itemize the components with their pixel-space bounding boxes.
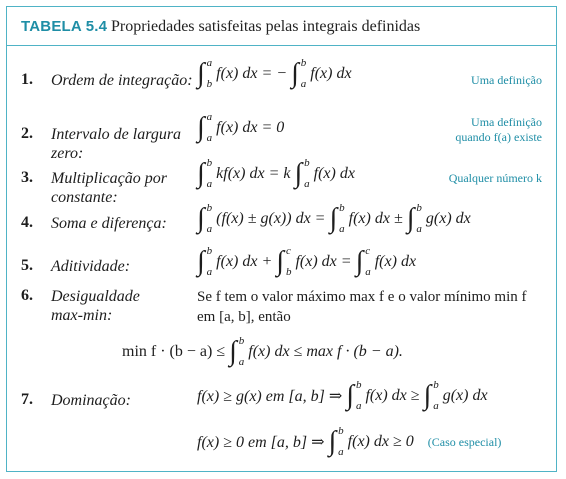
formula	[197, 111, 284, 145]
row-note: Uma definição quando f(a) existe	[455, 115, 542, 144]
row-number: 2.	[21, 125, 33, 142]
table-title: Propriedades satisfeitas pelas integrais definidas	[111, 18, 421, 35]
integral-sign: ∫	[197, 58, 205, 89]
limits: a a	[206, 111, 213, 144]
formula-mid: f(x) dx =	[295, 253, 352, 270]
limits: b a	[238, 335, 245, 368]
row-note: Uma definição	[471, 73, 542, 87]
formula-rhs: f(x) dx	[374, 253, 417, 270]
formula-rhs: g(x) dx	[425, 210, 471, 227]
formula	[197, 379, 488, 413]
description-line-1: Se f tem o valor máximo max f e o valor mínimo min f	[197, 289, 527, 305]
formula-lhs: min f · (b − a) ≤	[122, 343, 226, 360]
table-card	[6, 6, 557, 472]
formula	[197, 245, 416, 279]
row-number: 1.	[21, 71, 33, 88]
limits: b a	[416, 202, 422, 235]
property-name: Ordem de integração:	[51, 72, 193, 89]
table-label: TABELA 5.4	[21, 18, 108, 35]
formula-rhs: f(x) dx	[310, 65, 352, 82]
integral-sign: ∫	[329, 203, 338, 234]
formula-mid: f(x) dx ±	[348, 210, 403, 227]
formula-rhs: f(x) dx ≤ max f · (b − a).	[248, 343, 403, 360]
integral-sign: ∫	[276, 246, 284, 277]
row-number: 4.	[21, 214, 33, 231]
limits: b a	[355, 379, 362, 412]
limits: b a	[206, 245, 213, 278]
integral-sign: ∫	[197, 246, 205, 277]
integral-sign: ∫	[197, 203, 205, 234]
condition: f(x) ≥ 0 em [a, b] ⇒	[197, 434, 325, 451]
formula-rhs: g(x) dx	[442, 387, 488, 404]
limits: c b	[285, 245, 292, 278]
limits: a b	[206, 57, 213, 90]
row-number: 7.	[21, 391, 33, 408]
formula	[197, 202, 471, 236]
formula-rhs: f(x) dx	[313, 165, 355, 182]
property-name: Soma e diferença:	[51, 215, 167, 232]
condition: f(x) ≥ g(x) em [a, b] ⇒	[197, 388, 343, 405]
integral-sign: ∫	[406, 203, 415, 234]
property-name: Multiplicação por constante:	[51, 170, 167, 206]
description-line-2: em [a, b], então	[197, 309, 291, 325]
row-note: Qualquer número k	[448, 171, 542, 185]
property-name: Aditividade:	[51, 258, 131, 275]
integral-sign: ∫	[197, 112, 205, 143]
formula-mid: f(x) dx ≥	[365, 387, 420, 404]
table-header	[7, 7, 556, 46]
limits: b a	[339, 202, 345, 235]
formula-rhs: f(x) dx ≥ 0	[347, 433, 414, 450]
property-name: Dominação:	[51, 392, 131, 409]
limits: c a	[365, 245, 371, 278]
formula-lhs: f(x) dx = −	[216, 65, 288, 82]
integral-sign: ∫	[328, 426, 337, 457]
limits: b a	[433, 379, 439, 412]
integral-sign: ∫	[355, 246, 364, 277]
integral-sign: ∫	[291, 58, 299, 89]
integral-sign: ∫	[423, 380, 432, 411]
formula-special	[197, 425, 501, 459]
formula	[197, 157, 355, 191]
integral-sign: ∫	[294, 158, 303, 189]
limits: b a	[206, 202, 213, 235]
row-number: 6.	[21, 287, 33, 304]
integral-sign: ∫	[197, 158, 205, 189]
property-name: Desigualdade max-min:	[51, 288, 140, 324]
row-number: 5.	[21, 257, 33, 274]
formula-lhs: f(x) dx +	[216, 253, 273, 270]
special-case-note: (Caso especial)	[427, 434, 502, 449]
formula	[197, 57, 352, 91]
limits: b a	[206, 157, 213, 190]
limits: b a	[338, 425, 344, 458]
integral-sign: ∫	[229, 336, 237, 367]
integral-sign: ∫	[346, 380, 354, 411]
property-name: Intervalo de largura zero:	[51, 126, 182, 162]
row-number: 3.	[21, 169, 33, 186]
limits: b a	[304, 157, 310, 190]
formula-lhs: (f(x) ± g(x)) dx =	[216, 210, 326, 227]
formula-lhs: kf(x) dx = k	[216, 165, 291, 182]
limits: b a	[300, 57, 307, 90]
formula	[122, 335, 403, 369]
formula-lhs: f(x) dx = 0	[216, 119, 285, 136]
